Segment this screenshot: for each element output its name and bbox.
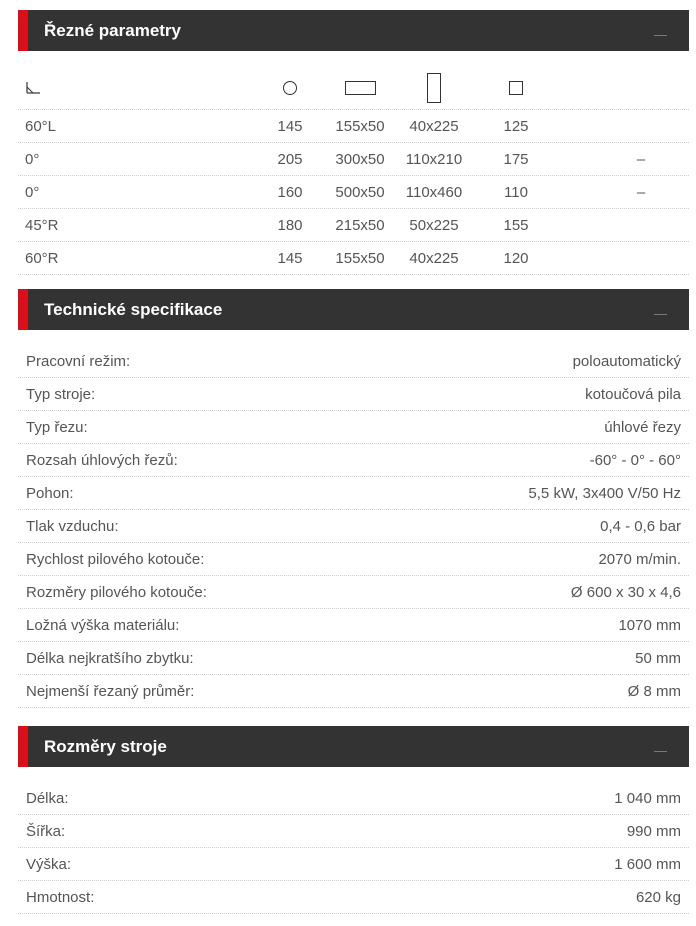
flat-cell: 215x50	[335, 216, 385, 234]
spec-row	[18, 444, 689, 477]
cutting-table	[18, 66, 689, 275]
square-cell: 155	[503, 216, 529, 234]
spec-row	[18, 881, 689, 914]
spec-label: Ložná výška materiálu:	[26, 616, 180, 634]
spec-label: Nejmenší řezaný průměr:	[26, 682, 195, 700]
angle-cell: 0°	[25, 183, 40, 201]
spec-value: 50 mm	[635, 649, 681, 667]
square-cell: 125	[503, 117, 529, 135]
spec-label: Rozsah úhlových řezů:	[26, 451, 178, 469]
angle-cell: 60°L	[25, 117, 57, 135]
spec-label: Délka nejkratšího zbytku:	[26, 649, 194, 667]
square-profile-icon	[494, 66, 538, 109]
spec-value: úhlové řezy	[604, 418, 681, 436]
square-cell: 175	[503, 150, 529, 168]
round-cell: 160	[277, 183, 303, 201]
collapse-icon[interactable]	[654, 24, 667, 38]
spec-label: Hmotnost:	[26, 888, 95, 906]
spec-value: 5,5 kW, 3x400 V/50 Hz	[528, 484, 681, 502]
spec-row	[18, 576, 689, 609]
spec-value: kotoučová pila	[585, 385, 681, 403]
spec-row	[18, 848, 689, 881]
angle-cell: 60°R	[25, 249, 59, 267]
spec-label: Výška:	[26, 855, 72, 873]
spec-label: Délka:	[26, 789, 69, 807]
cutting-table-row	[18, 143, 689, 176]
square-cell: 120	[503, 249, 529, 267]
spec-value: Ø 600 x 30 x 4,6	[570, 583, 681, 601]
angle-icon	[25, 66, 41, 109]
cutting-table-row	[18, 209, 689, 242]
spec-value: 1070 mm	[618, 616, 681, 634]
spec-row	[18, 815, 689, 848]
machine-dimensions-section	[18, 726, 689, 914]
flat-rectangle-icon	[329, 66, 391, 109]
spec-label: Rozměry pilového kotouče:	[26, 583, 207, 601]
round-profile-icon	[268, 66, 312, 109]
extra-cell	[630, 110, 652, 142]
spec-value: 1 600 mm	[614, 855, 681, 873]
spec-row	[18, 609, 689, 642]
extra-cell	[630, 209, 652, 241]
tall-rectangle-icon	[402, 66, 466, 109]
spec-row	[18, 345, 689, 378]
extra-cell: –	[636, 150, 646, 168]
spec-row	[18, 510, 689, 543]
dimensions-list	[18, 767, 689, 914]
cutting-parameters-section	[18, 10, 689, 275]
spec-value: 0,4 - 0,6 bar	[600, 517, 681, 535]
spec-row	[18, 411, 689, 444]
tall-cell: 110x210	[405, 150, 463, 168]
spec-label: Typ stroje:	[26, 385, 96, 403]
cutting-table-row	[18, 110, 689, 143]
round-cell: 205	[277, 150, 303, 168]
angle-cell: 45°R	[25, 216, 59, 234]
spec-label: Typ řezu:	[26, 418, 88, 436]
round-cell: 145	[277, 249, 303, 267]
cutting-table-header	[18, 66, 689, 110]
tall-cell: 110x460	[405, 183, 463, 201]
cutting-table-row	[18, 176, 689, 209]
angle-cell: 0°	[25, 150, 40, 168]
cutting-parameters-header[interactable]	[18, 10, 689, 51]
machine-dimensions-header[interactable]	[18, 726, 689, 767]
technical-specifications-header[interactable]	[18, 289, 689, 330]
spec-label: Pohon:	[26, 484, 74, 502]
flat-cell: 300x50	[335, 150, 385, 168]
flat-cell: 155x50	[335, 249, 385, 267]
spec-label: Pracovní režim:	[26, 352, 131, 370]
extra-cell: –	[636, 183, 646, 201]
spec-row	[18, 477, 689, 510]
technical-specifications-section	[18, 289, 689, 708]
spec-row	[18, 642, 689, 675]
tall-cell: 50x225	[409, 216, 459, 234]
extra-cell	[630, 242, 652, 274]
flat-cell: 500x50	[335, 183, 385, 201]
specifications-list	[18, 330, 689, 708]
spec-value: Ø 8 mm	[627, 682, 681, 700]
tall-cell: 40x225	[409, 249, 459, 267]
flat-cell: 155x50	[335, 117, 385, 135]
collapse-icon[interactable]	[654, 740, 667, 754]
spec-row	[18, 378, 689, 411]
round-cell: 145	[277, 117, 303, 135]
spec-label: Tlak vzduchu:	[26, 517, 119, 535]
section-title: Technické specifikace	[44, 299, 223, 319]
spec-value: 1 040 mm	[614, 789, 681, 807]
spec-value: 2070 m/min.	[598, 550, 681, 568]
spec-value: -60° - 0° - 60°	[589, 451, 681, 469]
square-cell: 110	[504, 183, 528, 201]
section-title: Rozměry stroje	[44, 736, 167, 756]
tall-cell: 40x225	[409, 117, 459, 135]
collapse-icon[interactable]	[654, 303, 667, 317]
spec-value: 990 mm	[626, 822, 681, 840]
spec-value: poloautomatický	[572, 352, 681, 370]
spec-label: Šířka:	[26, 822, 66, 840]
spec-row	[18, 675, 689, 708]
spec-row	[18, 782, 689, 815]
round-cell: 180	[277, 216, 303, 234]
spec-row	[18, 543, 689, 576]
cutting-table-row	[18, 242, 689, 275]
section-title: Řezné parametry	[44, 20, 182, 40]
spec-value: 620 kg	[635, 888, 681, 906]
spec-label: Rychlost pilového kotouče:	[26, 550, 205, 568]
